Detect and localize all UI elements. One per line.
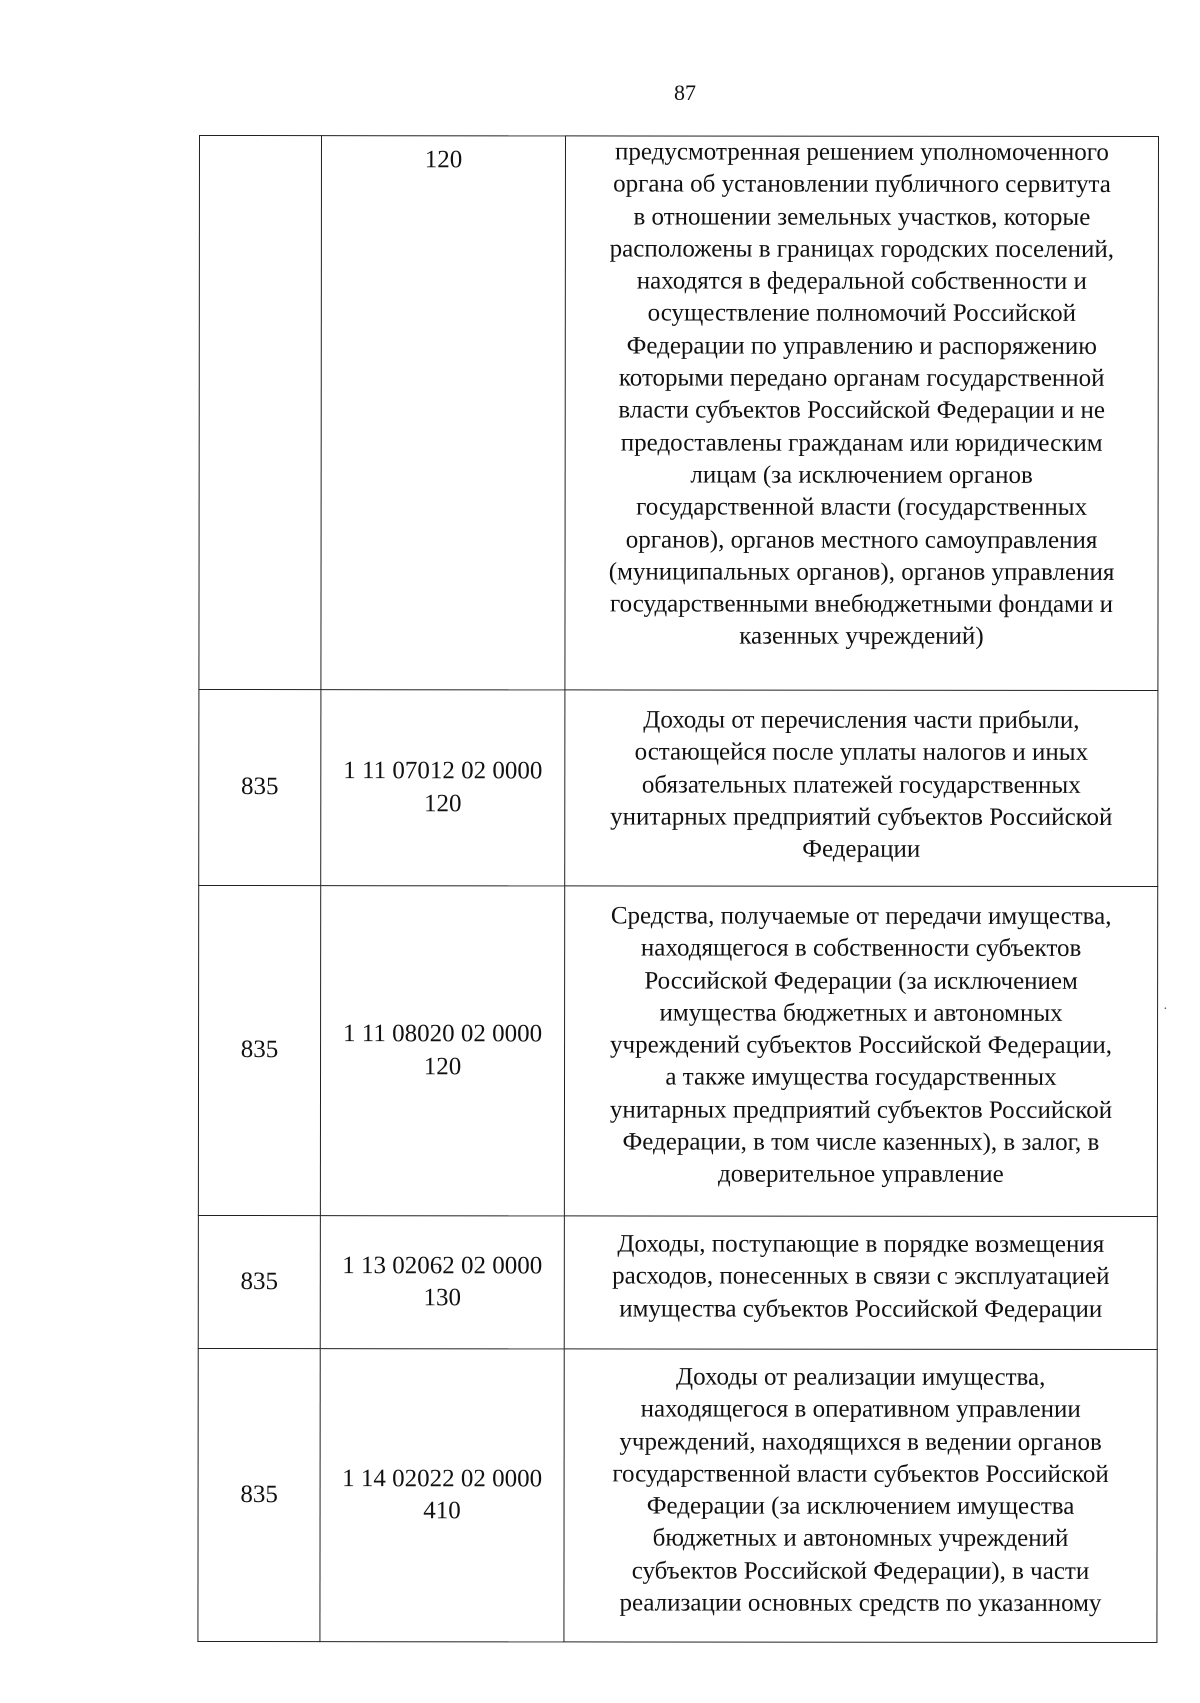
description-cell: [564, 886, 1157, 1217]
description-text: предусмотренная решением уполномоченного органа об установлении публичного сервитута в отношении земельных участков, которые расположены в границах городских поселений, находятся в федеральной собственности и осуществление полномочий Российской Федерации по управлению и распоряжению которыми передано органам государственной власти субъектов Российской Федерации и не предоставлены гражданам или юридическим лицам (за исключением органов государственной власти (государственных органов), органов местного самоуправления (муниципальных органов), органов управления государственными внебюджетными фондами и казенных учреждений): [608, 138, 1115, 651]
description-text: Доходы от реализации имущества, находящегося в оперативном управлении учреждений, находящихся в ведении органов государственной власти субъектов Российской Федерации (за исключением имущества бюджетных и автономных учреждений субъектов Российской Федерации), в части реализации основных средств по указанному: [612, 1363, 1109, 1618]
scan-speck: ·: [1163, 1002, 1168, 1017]
budget-code-line2: 410: [423, 1497, 461, 1525]
agency-code-cell: 835: [199, 690, 321, 886]
table-row: [199, 690, 1158, 887]
budget-code-line2: 120: [423, 1052, 462, 1080]
table-row: [198, 886, 1157, 1217]
budget-code-line1: 1 11 08020 02 0000: [342, 1020, 543, 1048]
budget-code-line2: 120: [424, 789, 462, 817]
agency-code-cell: 835: [198, 1215, 320, 1348]
agency-code-cell: 835: [198, 886, 320, 1216]
agency-code-cell: [199, 136, 322, 690]
description-cell: [564, 1216, 1157, 1350]
description-cell: [565, 136, 1159, 691]
description-cell: [564, 1349, 1157, 1643]
table-row: [198, 1215, 1157, 1349]
description-cell: [565, 690, 1158, 887]
budget-code-cell: [320, 1349, 564, 1642]
budget-code-line1: 120: [424, 146, 463, 174]
description-text: Средства, получаемые от передачи имущества, находящегося в собственности субъектов Российской Федерации (за исключением имущества бюджетных и автономных учреждений субъектов Российской Федерации, а также имущества государственных унитарных предприятий субъектов Российской Федерации, в том числе казенных), в залог, в доверительное управление: [609, 902, 1113, 1189]
budget-code-line1: 1 14 02022 02 0000: [342, 1464, 543, 1493]
page-number: 87: [674, 80, 696, 105]
table-row: [198, 1348, 1157, 1642]
budget-code-line2: 130: [423, 1284, 462, 1312]
budget-code-line1: 1 13 02062 02 0000: [342, 1251, 543, 1280]
budget-code-cell: [320, 886, 564, 1216]
budget-code-cell: [321, 690, 565, 886]
agency-code-cell: 835: [198, 1348, 320, 1641]
description-text: Доходы, поступающие в порядке возмещения расходов, понесенных в связи с эксплуатацией имущества субъектов Российской Федерации: [612, 1230, 1110, 1323]
budget-code-cell: [321, 136, 566, 690]
income-codes-table: [197, 135, 1159, 1643]
table-row: [199, 136, 1159, 691]
budget-code-cell: [320, 1216, 564, 1349]
budget-code-line1: 1 11 07012 02 0000: [343, 757, 543, 785]
description-text: Доходы от перечисления части прибыли, остающейся после уплаты налогов и иных обязательных платежей государственных унитарных предприятий субъектов Российской Федерации: [610, 706, 1113, 863]
